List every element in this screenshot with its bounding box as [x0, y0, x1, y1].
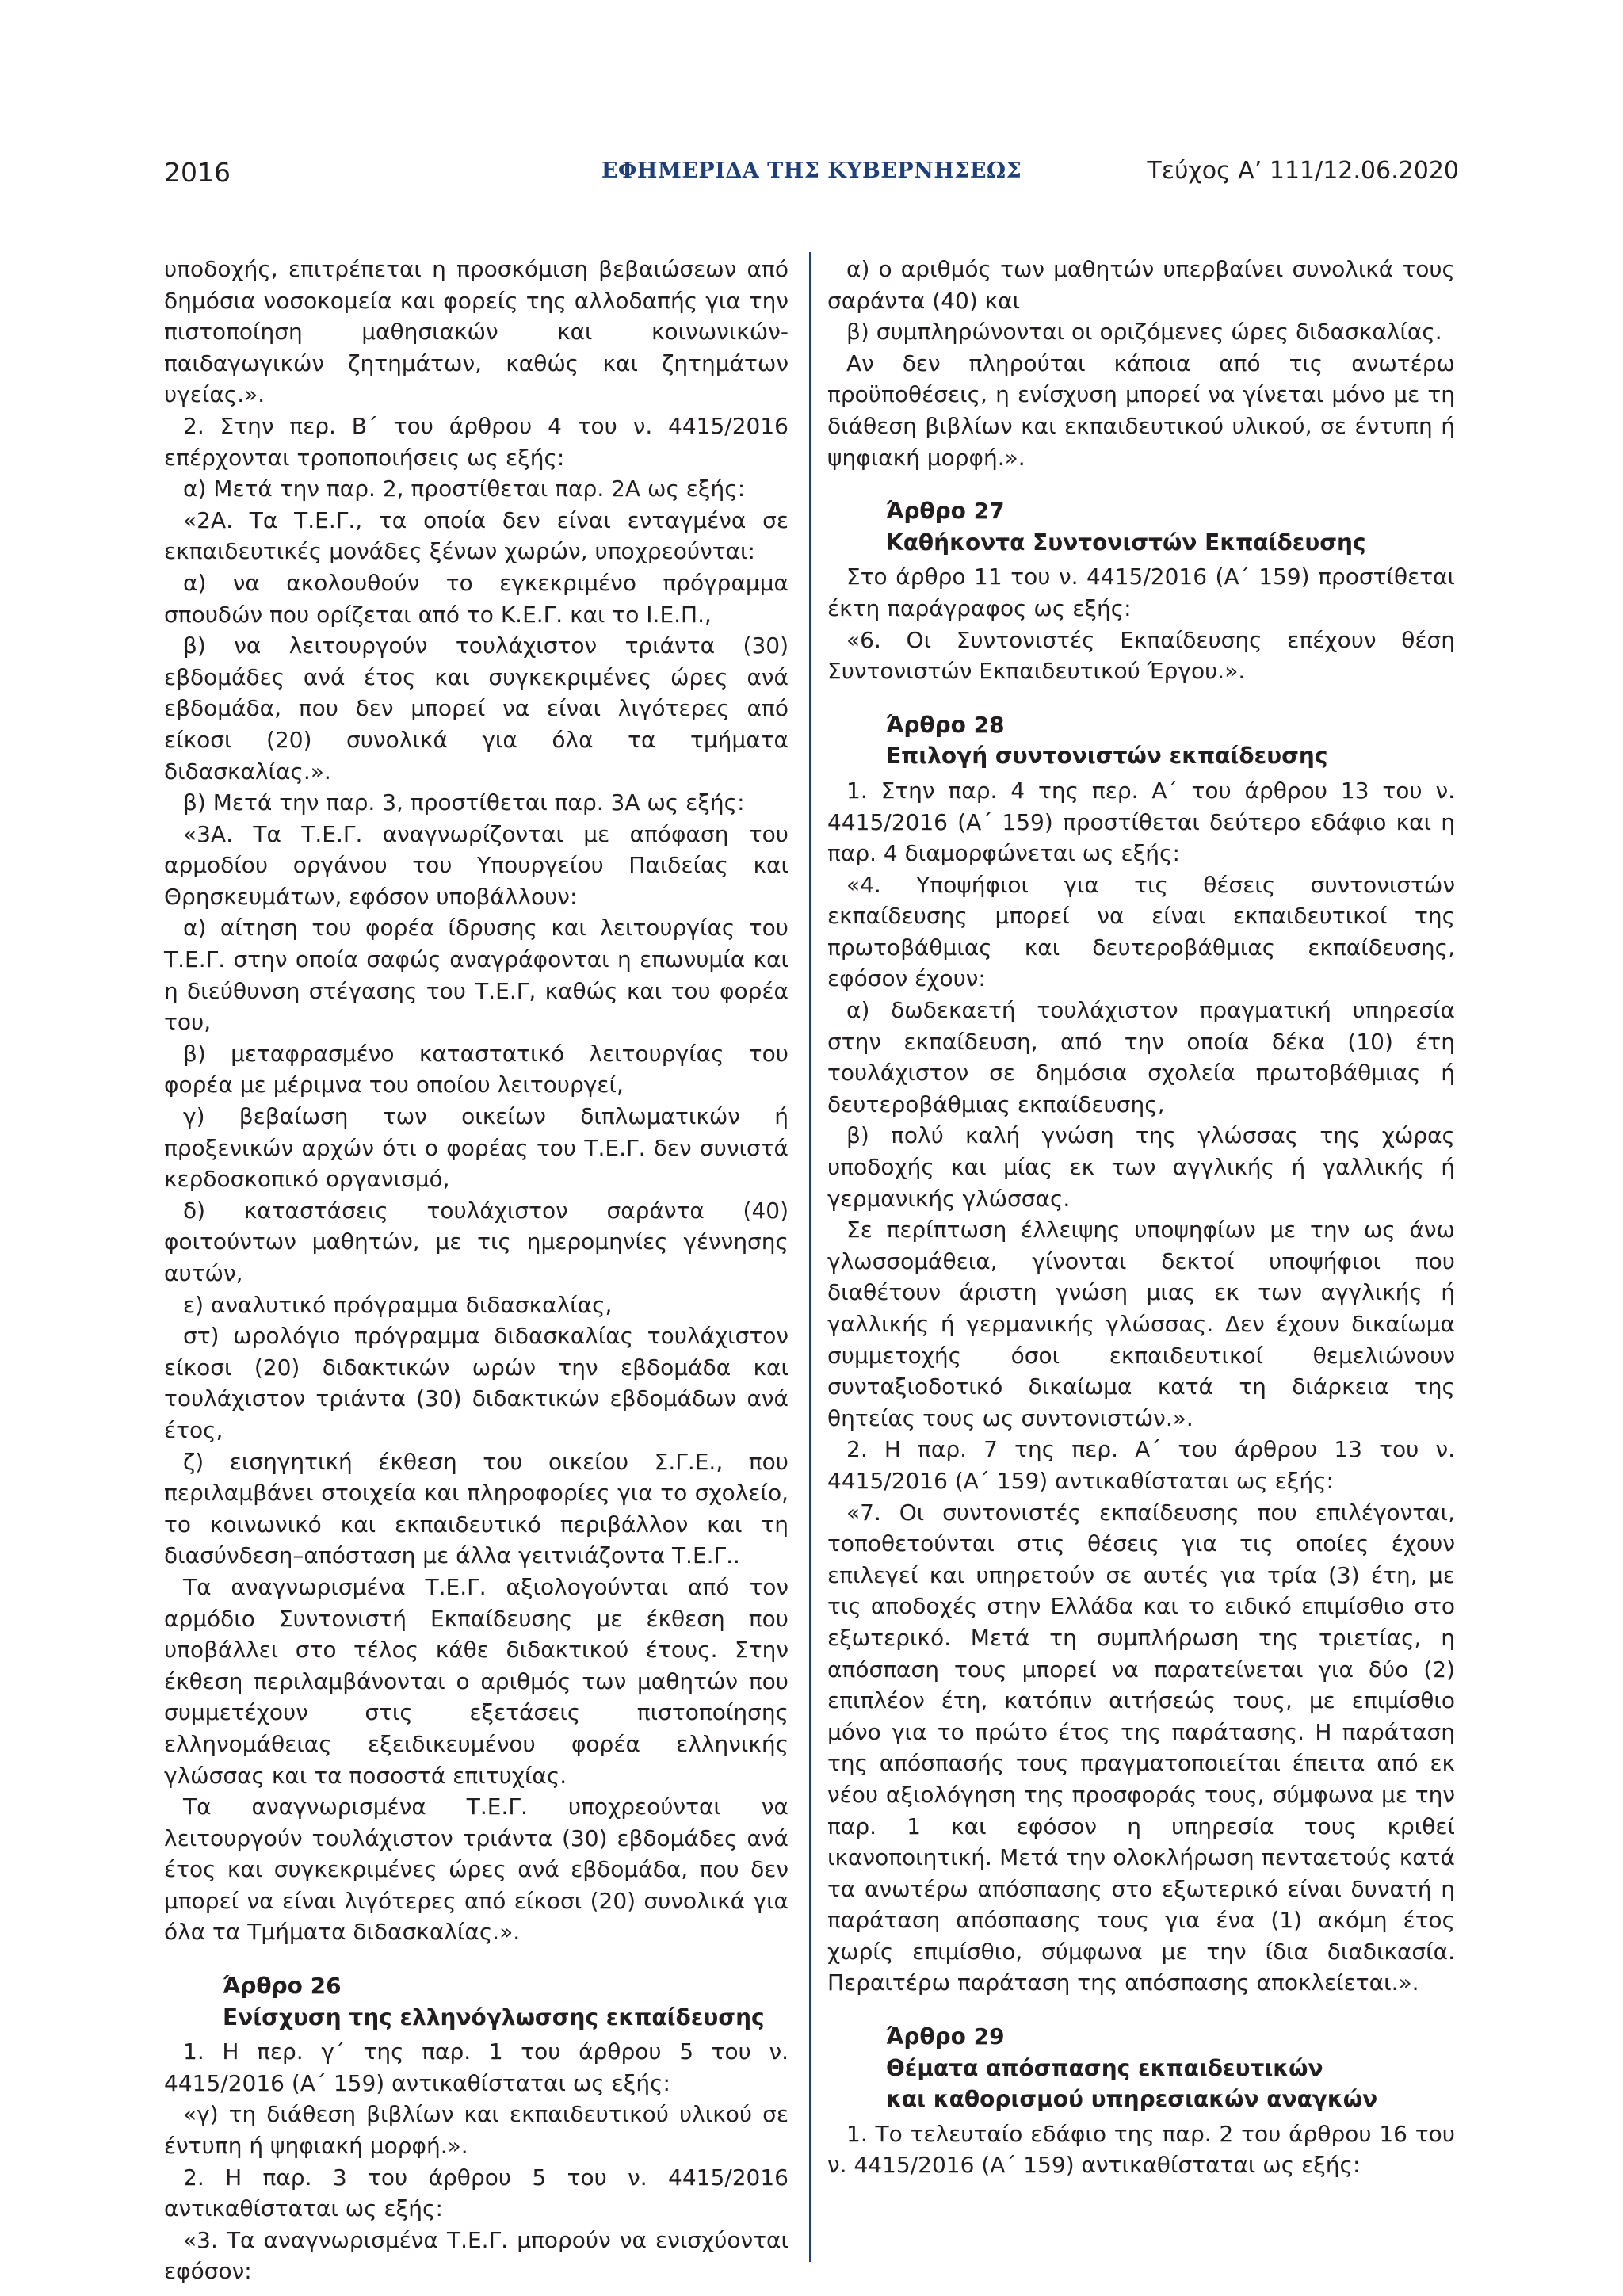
paragraph: α) αίτηση του φορέα ίδρυσης και λειτουργίας του Τ.Ε.Γ. στην οποία σαφώς αναγράφονται η επωνυμία και η διεύθυνση στέγασης του Τ.Ε.Γ, καθώς και του φορέα του, — [164, 915, 789, 1036]
paragraph: Τα αναγνωρισμένα Τ.Ε.Γ. αξιολογούνται από τον αρμόδιο Συντονιστή Εκπαίδευσης με έκθεση που υποβάλλει στο τέλος κάθε διδακτικού έτους. Στην έκθεση περιλαμβάνονται ο αριθμός των μαθητών που συμμετέχουν στις εξετάσεις πιστοποίησης ελληνομάθειας εξειδικευμένου φορέα ελληνικής γλώσσας και τα ποσοστά επιτυχίας. — [164, 1573, 789, 1789]
paragraph: «γ) τη διάθεση βιβλίων και εκπαιδευτικού υλικού σε έντυπη ή ψηφιακή μορφή.». — [164, 2101, 789, 2160]
paragraph: στ) ωρολόγιο πρόγραμμα διδασκαλίας τουλάχιστον είκοσι (20) διδακτικών ωρών την εβδομάδα και τουλάχιστον τριάντα (30) διδακτικών εβδομάδων ανά έτος, — [164, 1323, 789, 1443]
paragraph: β) μεταφρασμένο καταστατικό λειτουργίας του φορέα με μέριμνα του οποίου λειτουργεί, — [164, 1040, 789, 1098]
column-divider — [809, 252, 811, 2262]
paragraph: δ) καταστάσεις τουλάχιστον σαράντα (40) φοιτούντων μαθητών, με τις ημερομηνίες γέννησης αυτών, — [164, 1197, 789, 1286]
paragraph: «3. Τα αναγνωρισμένα Τ.Ε.Γ. μπορούν να ενισχύονται εφόσον: — [164, 2226, 789, 2285]
paragraph: 2. Στην περ. Β΄ του άρθρου 4 του ν. 4415/2016 επέρχονται τροποποιήσεις ως εξής: — [164, 412, 789, 471]
paragraph: ε) αναλυτικό πρόγραμμα διδασκαλίας, — [183, 1291, 613, 1318]
paragraph: 1. Η περ. γ΄ της παρ. 1 του άρθρου 5 του ν. 4415/2016 (Α΄ 159) αντικαθίσταται ως εξής: — [164, 2038, 789, 2096]
paragraph: «4. Υποψήφιοι για τις θέσεις συντονιστών εκπαίδευσης μπορεί να είναι εκπαιδευτικοί της πρωτοβάθμιας και δευτεροβάθμιας εκπαίδευσης, εφόσον έχουν: — [827, 871, 1455, 992]
page-header — [164, 157, 1459, 197]
paragraph: 2. Η παρ. 7 της περ. Α΄ του άρθρου 13 του ν. 4415/2016 (Α΄ 159) αντικαθίσταται ως εξής: — [827, 1436, 1455, 1494]
gazette-title: ΕΦΗΜΕΡΙΔΑ ΤΗΣ ΚΥΒΕΡΝΗΣΕΩΣ — [601, 159, 1022, 183]
paragraph: «3Α. Τα Τ.Ε.Γ. αναγνωρίζονται με απόφαση του αρμοδίου οργάνου του Υπουργείου Παιδείας και Θρησκευμάτων, εφόσον υποβάλλουν: — [164, 820, 789, 910]
article-heading: Άρθρο 28 Επιλογή συντονιστών εκπαίδευσης — [886, 711, 1328, 770]
left-column — [164, 254, 789, 2287]
issue-info: Τεύχος A’ 111/12.06.2020 — [1147, 157, 1459, 185]
paragraph: Σε περίπτωση έλλειψης υποψηφίων με την ως άνω γλωσσομάθεια, γίνονται δεκτοί υποψήφιοι που διαθέτουν άριστη γνώση μιας εκ των αγγλικής ή γαλλικής ή γερμανικής γλώσσας. Δεν έχουν δικαίωμα συμμετοχής όσοι εκπαιδευτικοί θεμελιώνουν συνταξιοδοτικό δικαίωμα κατά τη διάρκεια της θητείας τους ως συντονιστών.». — [827, 1217, 1455, 1431]
page-number: 2016 — [164, 157, 231, 188]
paragraph: γ) βεβαίωση των οικείων διπλωματικών ή προξενικών αρχών ότι ο φορέας του Τ.Ε.Γ. δεν συνιστά κερδοσκοπικό οργανισμό, — [164, 1103, 789, 1193]
paragraph: ζ) εισηγητική έκθεση του οικείου Σ.Γ.Ε., που περιλαμβάνει στοιχεία και πληροφορίες για το σχολείο, το κοινωνικό και εκπαιδευτικό περιβάλλον και τη διασύνδεση–απόσταση με άλλα γειτνιάζοντα Τ.Ε.Γ.. — [164, 1448, 789, 1569]
paragraph: υποδοχής, επιτρέπεται η προσκόμιση βεβαιώσεων από δημόσια νοσοκομεία και φορείς της αλλοδαπής για την πιστοποίηση μαθησιακών και κοινωνικών-παιδαγωγικών ζητημάτων, καθώς και ζητημάτων υγείας.». — [164, 256, 789, 408]
paragraph: β) πολύ καλή γνώση της γλώσσας της χώρας υποδοχής και μίας εκ των αγγλικής ή γαλλικής ή γερμανικής γλώσσας. — [827, 1122, 1455, 1212]
paragraph: α) δωδεκαετή τουλάχιστον πραγματική υπηρεσία στην εκπαίδευση, από την οποία δέκα (10) έτη τουλάχιστον σε δημόσια σχολεία πρωτοβάθμιας ή δευτεροβάθμιας εκπαίδευσης, — [827, 997, 1455, 1117]
paragraph: β) συμπληρώνονται οι οριζόμενες ώρες διδασκαλίας. — [846, 319, 1442, 346]
paragraph: α) να ακολουθούν το εγκεκριμένο πρόγραμμα σπουδών που ορίζεται από το Κ.Ε.Γ. και το Ι.Ε.Π., — [164, 569, 789, 628]
paragraph: α) Μετά την παρ. 2, προστίθεται παρ. 2Α ως εξής: — [183, 476, 746, 502]
paragraph: 1. Στην παρ. 4 της περ. Α΄ του άρθρου 13 του ν. 4415/2016 (Α΄ 159) προστίθεται δεύτερο εδάφιο και η παρ. 4 διαμορφώνεται ως εξής: — [827, 777, 1455, 867]
paragraph: «7. Οι συντονιστές εκπαίδευσης που επιλέγονται, τοποθετούνται στις θέσεις για τις οποίες έχουν επιλεγεί και υπηρετούν σε αυτές για τρία (3) έτη, με τις αποδοχές στην Ελλάδα και το ειδικό επιμίσθιο στο εξωτερικό. Μετά τη συμπλήρωση της τριετίας, η απόσπαση τους μπορεί να παρατείνεται για δύο (2) επιπλέον έτη, κατόπιν αιτήσεώς τους, με επιμίσθιο μόνο για το πρώτο έτος της παράτασης. Η παράταση της απόσπασής τους πραγματοποιείται έπειτα από εκ νέου αξιολόγηση της προσφοράς τους, σύμφωνα με την παρ. 1 και εφόσον η υπηρεσία τους κριθεί ικανοποιητική. Μετά την ολοκλήρωση πενταετούς κατά τα ανωτέρω απόσπασης στο εξωτερικό είναι δυνατή η παράταση απόσπασης τους για ένα (1) ακόμη έτος χωρίς επιμίσθιο, σύμφωνα με την ίδια διαδικασία. Περαιτέρω παράταση της απόσπασης αποκλείεται.». — [827, 1499, 1455, 1996]
article-heading: Άρθρο 29 Θέματα απόσπασης εκπαιδευτικών και καθορισμού υπηρεσιακών αναγκών — [886, 2023, 1378, 2113]
paragraph: Αν δεν πληρούται κάποια από τις ανωτέρω προϋποθέσεις, η ενίσχυση μπορεί να γίνεται μόνο με τη διάθεση βιβλίων και εκπαιδευτικού υλικού, σε έντυπη ή ψηφιακή μορφή.». — [827, 350, 1455, 471]
paragraph: 1. Το τελευταίο εδάφιο της παρ. 2 του άρθρου 16 του ν. 4415/2016 (Α΄ 159) αντικαθίσταται ως εξής: — [827, 2120, 1455, 2179]
paragraph: α) ο αριθμός των μαθητών υπερβαίνει συνολικά τους σαράντα (40) και — [827, 256, 1455, 314]
article-heading: Άρθρο 26 Ενίσχυση της ελληνόγλωσσης εκπαίδευσης — [223, 1973, 765, 2030]
paragraph: β) Μετά την παρ. 3, προστίθεται παρ. 3Α ως εξής: — [183, 789, 745, 816]
right-column — [827, 254, 1455, 2181]
paragraph: β) να λειτουργούν τουλάχιστον τριάντα (30) εβδομάδες ανά έτος και συγκεκριμένες ώρες ανά εβδομάδα, που δεν μπορεί να είναι λιγότερες από είκοσι (20) συνολικά για όλα τα τμήματα διδασκαλίας.». — [164, 632, 789, 785]
paragraph: «6. Οι Συντονιστές Εκπαίδευσης επέχουν θέση Συντονιστών Εκπαιδευτικού Έργου.». — [827, 626, 1455, 685]
article-heading: Άρθρο 27 Καθήκοντα Συντονιστών Εκπαίδευσης — [886, 498, 1366, 556]
paragraph: Τα αναγνωρισμένα Τ.Ε.Γ. υποχρεούνται να λειτουργούν τουλάχιστον τριάντα (30) εβδομάδες ανά έτος και συγκεκριμένες ώρες ανά εβδομάδα, που δεν μπορεί να είναι λιγότερες από είκοσι (20) συνολικά για όλα τα Τμήματα διδασκαλίας.». — [164, 1794, 789, 1946]
paragraph: 2. Η παρ. 3 του άρθρου 5 του ν. 4415/2016 αντικαθίσταται ως εξής: — [164, 2164, 789, 2222]
paragraph: Στο άρθρο 11 του ν. 4415/2016 (Α΄ 159) προστίθεται έκτη παράγραφος ως εξής: — [827, 563, 1455, 621]
paragraph: «2Α. Τα Τ.Ε.Γ., τα οποία δεν είναι ενταγμένα σε εκπαιδευτικές μονάδες ξένων χωρών, υποχρεούνται: — [164, 506, 789, 565]
